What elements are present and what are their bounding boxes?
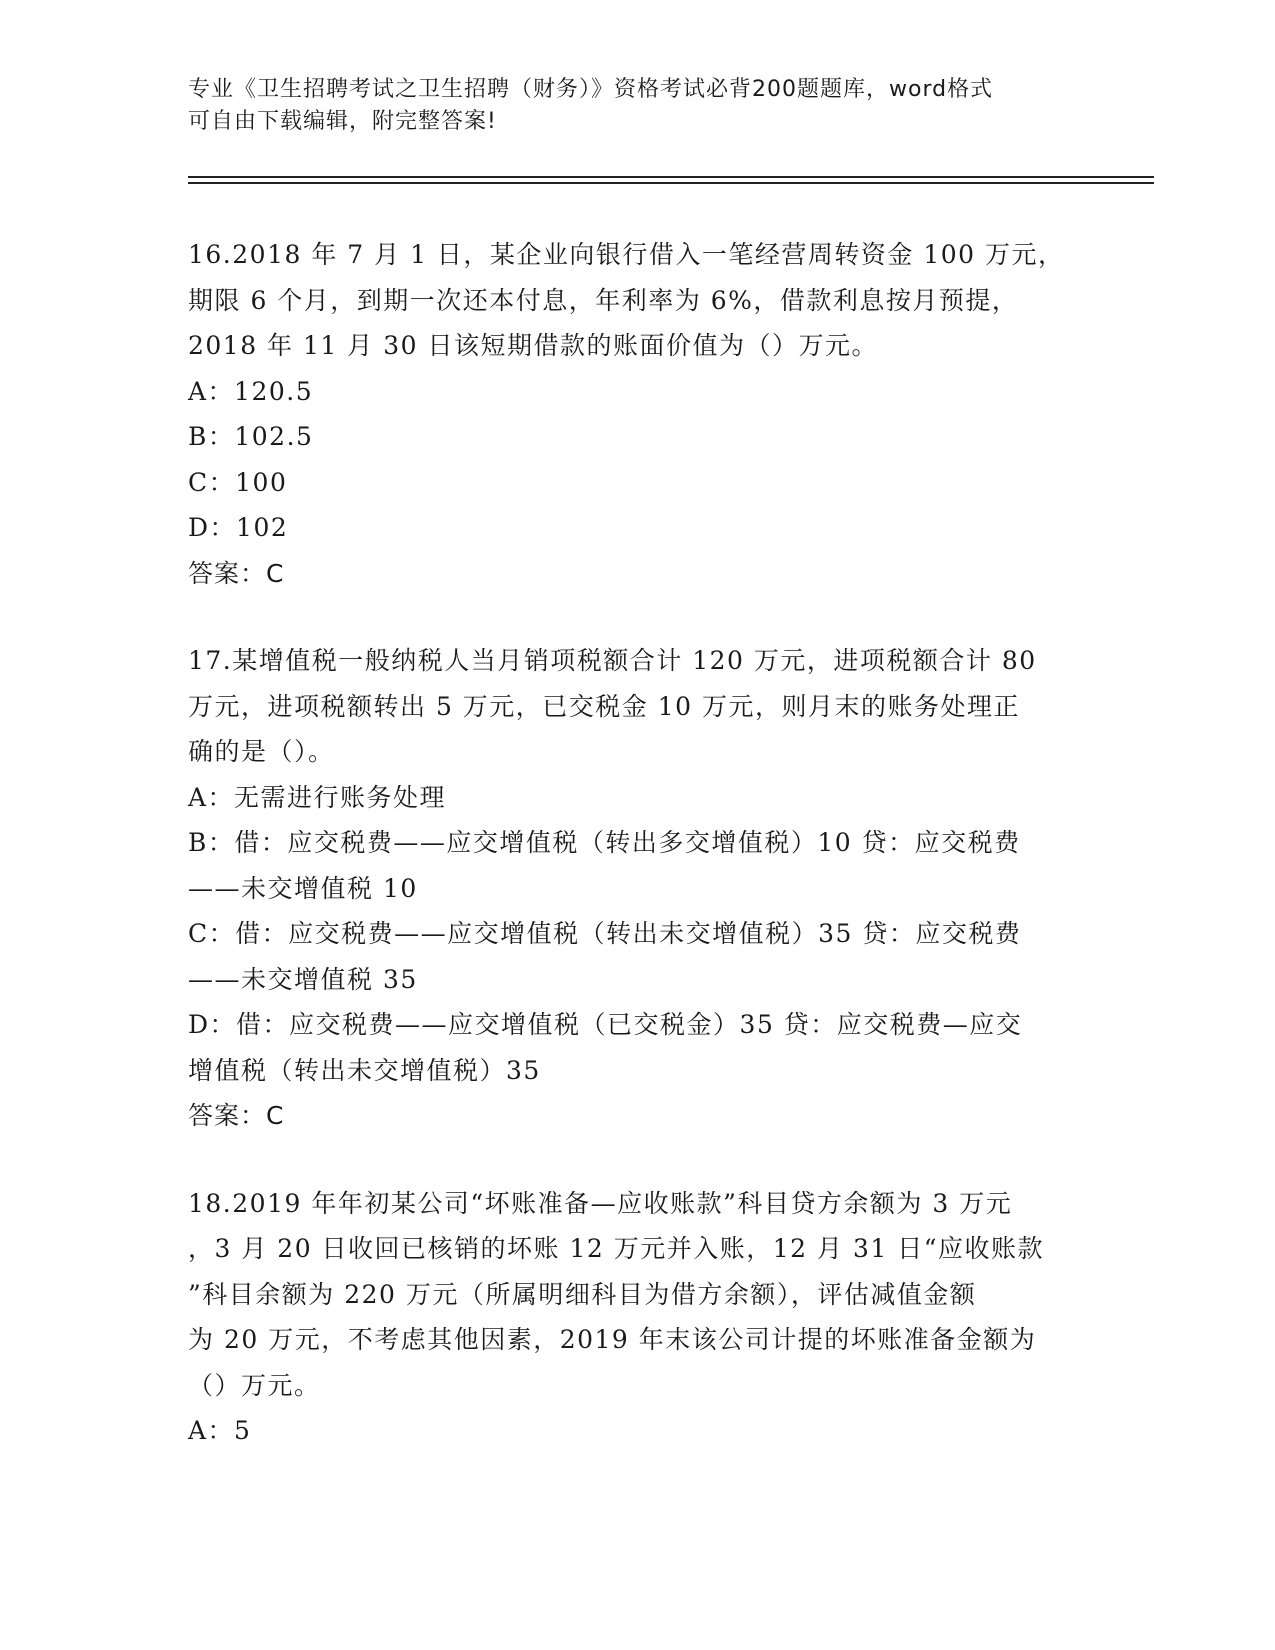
question-stem-line: 确的是（）。 [188, 737, 335, 766]
option-a: A：无需进行账务处理 [188, 782, 447, 812]
answer-line: 答案：C [188, 1101, 285, 1130]
question-18 [188, 1181, 1088, 1454]
header-line: 可自由下载编辑，附完整答案! [188, 109, 497, 134]
question-stem-line: 期限 6 个月，到期一次还本付息，年利率为 6%，借款利息按月预提， [188, 285, 1019, 315]
question-stem-line: ，3 月 20 日收回已核销的坏账 12 万元并入账，12 月 31 日“应收账款 [188, 1234, 1045, 1263]
header-divider [188, 176, 1154, 178]
question-list [188, 232, 1088, 1496]
question-stem-line: 万元，进项税额转出 5 万元，已交税金 10 万元，则月末的账务处理正 [188, 691, 1021, 721]
answer-line: 答案：C [188, 558, 285, 588]
header-line: 专业《卫生招聘考试之卫生招聘（财务）》资格考试必背200题题库，word格式 [188, 77, 994, 102]
option-c: C：100 [188, 467, 288, 497]
question-stem-line: 2018 年 11 月 30 日该短期借款的账面价值为（）万元。 [188, 331, 878, 360]
option-d: D：借：应交税费——应交增值税（已交税金）35 贷：应交税费—应交 [188, 1010, 1023, 1039]
header-divider [188, 182, 1154, 184]
option-a: A：5 [188, 1416, 252, 1445]
question-16 [188, 232, 1088, 596]
question-stem-line: 18.2019 年年初某公司“坏账准备—应收账款”科目贷方余额为 3 万元 [188, 1188, 1013, 1218]
option-c-continued: ——未交增值税 35 [188, 964, 418, 994]
option-d-continued: 增值税（转出未交增值税）35 [188, 1055, 541, 1085]
document-header [188, 74, 1068, 138]
question-17 [188, 638, 1088, 1139]
question-stem-line: 17.某增值税一般纳税人当月销项税额合计 120 万元，进项税额合计 80 [188, 646, 1037, 675]
option-c: C：借：应交税费——应交增值税（转出未交增值税）35 贷：应交税费 [188, 919, 1022, 948]
option-d: D：102 [188, 513, 289, 542]
question-stem-line: （）万元。 [188, 1370, 321, 1400]
option-b: B：102.5 [188, 422, 314, 451]
option-a: A：120.5 [188, 376, 314, 406]
question-stem-line: ”科目余额为 220 万元（所属明细科目为借方余额），评估减值金额 [188, 1279, 977, 1309]
option-b-continued: ——未交增值税 10 [188, 873, 418, 903]
option-b: B：借：应交税费——应交增值税（转出多交增值税）10 贷：应交税费 [188, 828, 1021, 857]
question-stem-line: 16.2018 年 7 月 1 日，某企业向银行借入一笔经营周转资金 100 万元， [188, 240, 1065, 269]
question-stem-line: 为 20 万元，不考虑其他因素，2019 年末该公司计提的坏账准备金额为 [188, 1325, 1037, 1354]
